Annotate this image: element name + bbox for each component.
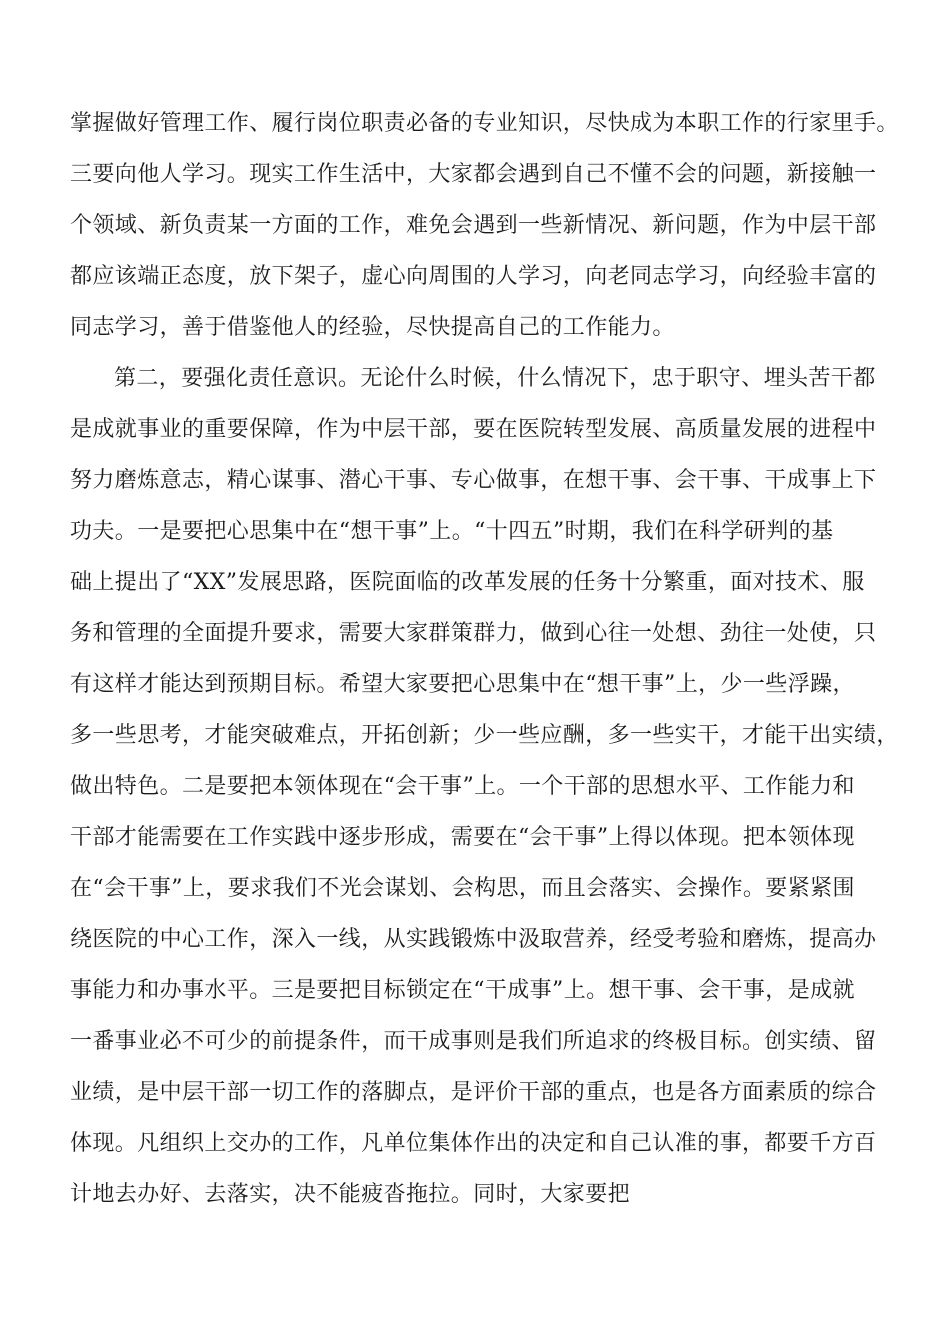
text-line: 都应该端正态度，放下架子，虚心向周围的人学习，向老同志学习，向经验丰富的 bbox=[70, 264, 877, 289]
text-line: 体现。凡组织上交办的工作，凡单位集体作出的决定和自己认准的事，都要千方百 bbox=[70, 1131, 877, 1156]
text-line: 事能力和办事水平。三是要把目标锁定在“干成事”上。想干事、会干事，是成就 bbox=[70, 978, 855, 1003]
paragraph-start-line: 第二，要强化责任意识。无论什么时候，什么情况下，忠于职守、埋头苦干都 bbox=[114, 366, 876, 391]
body-text bbox=[70, 98, 898, 1220]
text-line: 努力磨炼意志，精心谋事、潜心干事、专心做事，在想干事、会干事、干成事上下 bbox=[70, 468, 877, 493]
text-line: 三要向他人学习。现实工作生活中，大家都会遇到自己不懂不会的问题，新接触一 bbox=[70, 162, 877, 187]
text-line: 计地去办好、去落实，决不能疲沓拖拉。同时，大家要把 bbox=[70, 1182, 631, 1207]
text-line: 有这样才能达到预期目标。希望大家要把心思集中在“想干事”上，少一些浮躁， bbox=[70, 672, 855, 697]
text-line: 绕医院的中心工作，深入一线，从实践锻炼中汲取营养，经受考验和磨炼，提高办 bbox=[70, 927, 877, 952]
text-line: 同志学习，善于借鉴他人的经验，尽快提高自己的工作能力。 bbox=[70, 315, 675, 340]
text-line: 在“会干事”上，要求我们不光会谋划、会构思，而且会落实、会操作。要紧紧围 bbox=[70, 876, 855, 901]
text-line: 功夫。一是要把心思集中在“想干事”上。“十四五”时期，我们在科学研判的基 bbox=[70, 519, 834, 544]
text-line: 务和管理的全面提升要求，需要大家群策群力，做到心往一处想、劲往一处使，只 bbox=[70, 621, 877, 646]
text-line: 做出特色。二是要把本领体现在“会干事”上。一个干部的思想水平、工作能力和 bbox=[70, 774, 855, 799]
text-line: 业绩，是中层干部一切工作的落脚点，是评价干部的重点，也是各方面素质的综合 bbox=[70, 1080, 877, 1105]
text-line: 多一些思考，才能突破难点，开拓创新；少一些应酬，多一些实干，才能干出实绩， bbox=[70, 723, 899, 748]
text-line: 个领域、新负责某一方面的工作，难免会遇到一些新情况、新问题，作为中层干部 bbox=[70, 213, 877, 238]
text-line: 干部才能需要在工作实践中逐步形成，需要在“会干事”上得以体现。把本领体现 bbox=[70, 825, 855, 850]
text-line: 础上提出了“XX”发展思路，医院面临的改革发展的任务十分繁重，面对技术、服 bbox=[70, 570, 865, 595]
text-line: 一番事业必不可少的前提条件，而干成事则是我们所追求的终极目标。创实绩、留 bbox=[70, 1029, 877, 1054]
text-line: 掌握做好管理工作、履行岗位职责必备的专业知识，尽快成为本职工作的行家里手。 bbox=[70, 111, 899, 136]
text-line: 是成就事业的重要保障，作为中层干部，要在医院转型发展、高质量发展的进程中 bbox=[70, 417, 877, 442]
